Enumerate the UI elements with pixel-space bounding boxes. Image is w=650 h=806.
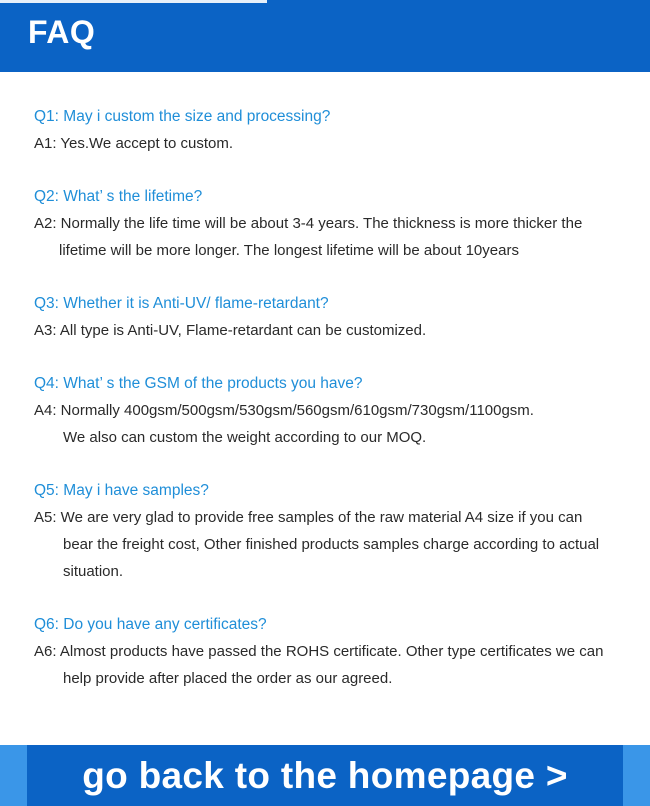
faq-list	[34, 104, 639, 719]
faq-answer-line: A1: Yes.We accept to custom.	[34, 135, 233, 152]
faq-question: Q3: Whether it is Anti-UV/ flame-retardant?	[34, 295, 329, 312]
faq-answer-line: lifetime will be more longer. The longest lifetime will be about 10years	[59, 242, 519, 259]
faq-answer	[34, 210, 639, 264]
faq-answer	[34, 638, 639, 692]
faq-answer	[34, 397, 639, 451]
footer-bar	[0, 745, 650, 806]
faq-answer-line: bear the freight cost, Other finished products samples charge according to actual	[63, 536, 600, 553]
faq-answer-line: help provide after placed the order as our agreed.	[63, 670, 393, 687]
faq-answer-line: situation.	[63, 563, 124, 580]
faq-question: Q2: What’ s the lifetime?	[34, 188, 203, 205]
faq-answer	[34, 504, 639, 585]
faq-answer	[34, 317, 639, 344]
faq-answer-line: A6: Almost products have passed the ROHS certificate. Other type certificates we can	[34, 643, 604, 660]
faq-item-3	[34, 291, 639, 344]
faq-answer-line: A5: We are very glad to provide free samples of the raw material A4 size if you can	[34, 509, 583, 526]
page-title: FAQ	[28, 14, 96, 50]
header-accent-line	[0, 0, 267, 3]
faq-answer-line: We also can custom the weight according to our MOQ.	[63, 429, 427, 446]
faq-answer-line: A2: Normally the life time will be about 3-4 years. The thickness is more thicker the	[34, 215, 583, 232]
homepage-link-button[interactable]	[27, 745, 623, 806]
faq-item-6	[34, 612, 639, 692]
header-bar	[0, 0, 650, 72]
faq-question: Q5: May i have samples?	[34, 482, 209, 499]
faq-answer-line: A3: All type is Anti-UV, Flame-retardant can be customized.	[34, 322, 427, 339]
faq-question: Q4: What’ s the GSM of the products you have?	[34, 375, 363, 392]
faq-item-4	[34, 371, 639, 451]
faq-item-2	[34, 184, 639, 264]
faq-answer	[34, 130, 639, 157]
faq-item-1	[34, 104, 639, 157]
faq-item-5	[34, 478, 639, 585]
faq-question: Q6: Do you have any certificates?	[34, 616, 267, 633]
faq-question: Q1: May i custom the size and processing?	[34, 108, 331, 125]
homepage-link-label[interactable]: go back to the homepage >	[82, 754, 568, 796]
faq-answer-line: A4: Normally 400gsm/500gsm/530gsm/560gsm/610gsm/730gsm/1100gsm.	[34, 402, 534, 419]
